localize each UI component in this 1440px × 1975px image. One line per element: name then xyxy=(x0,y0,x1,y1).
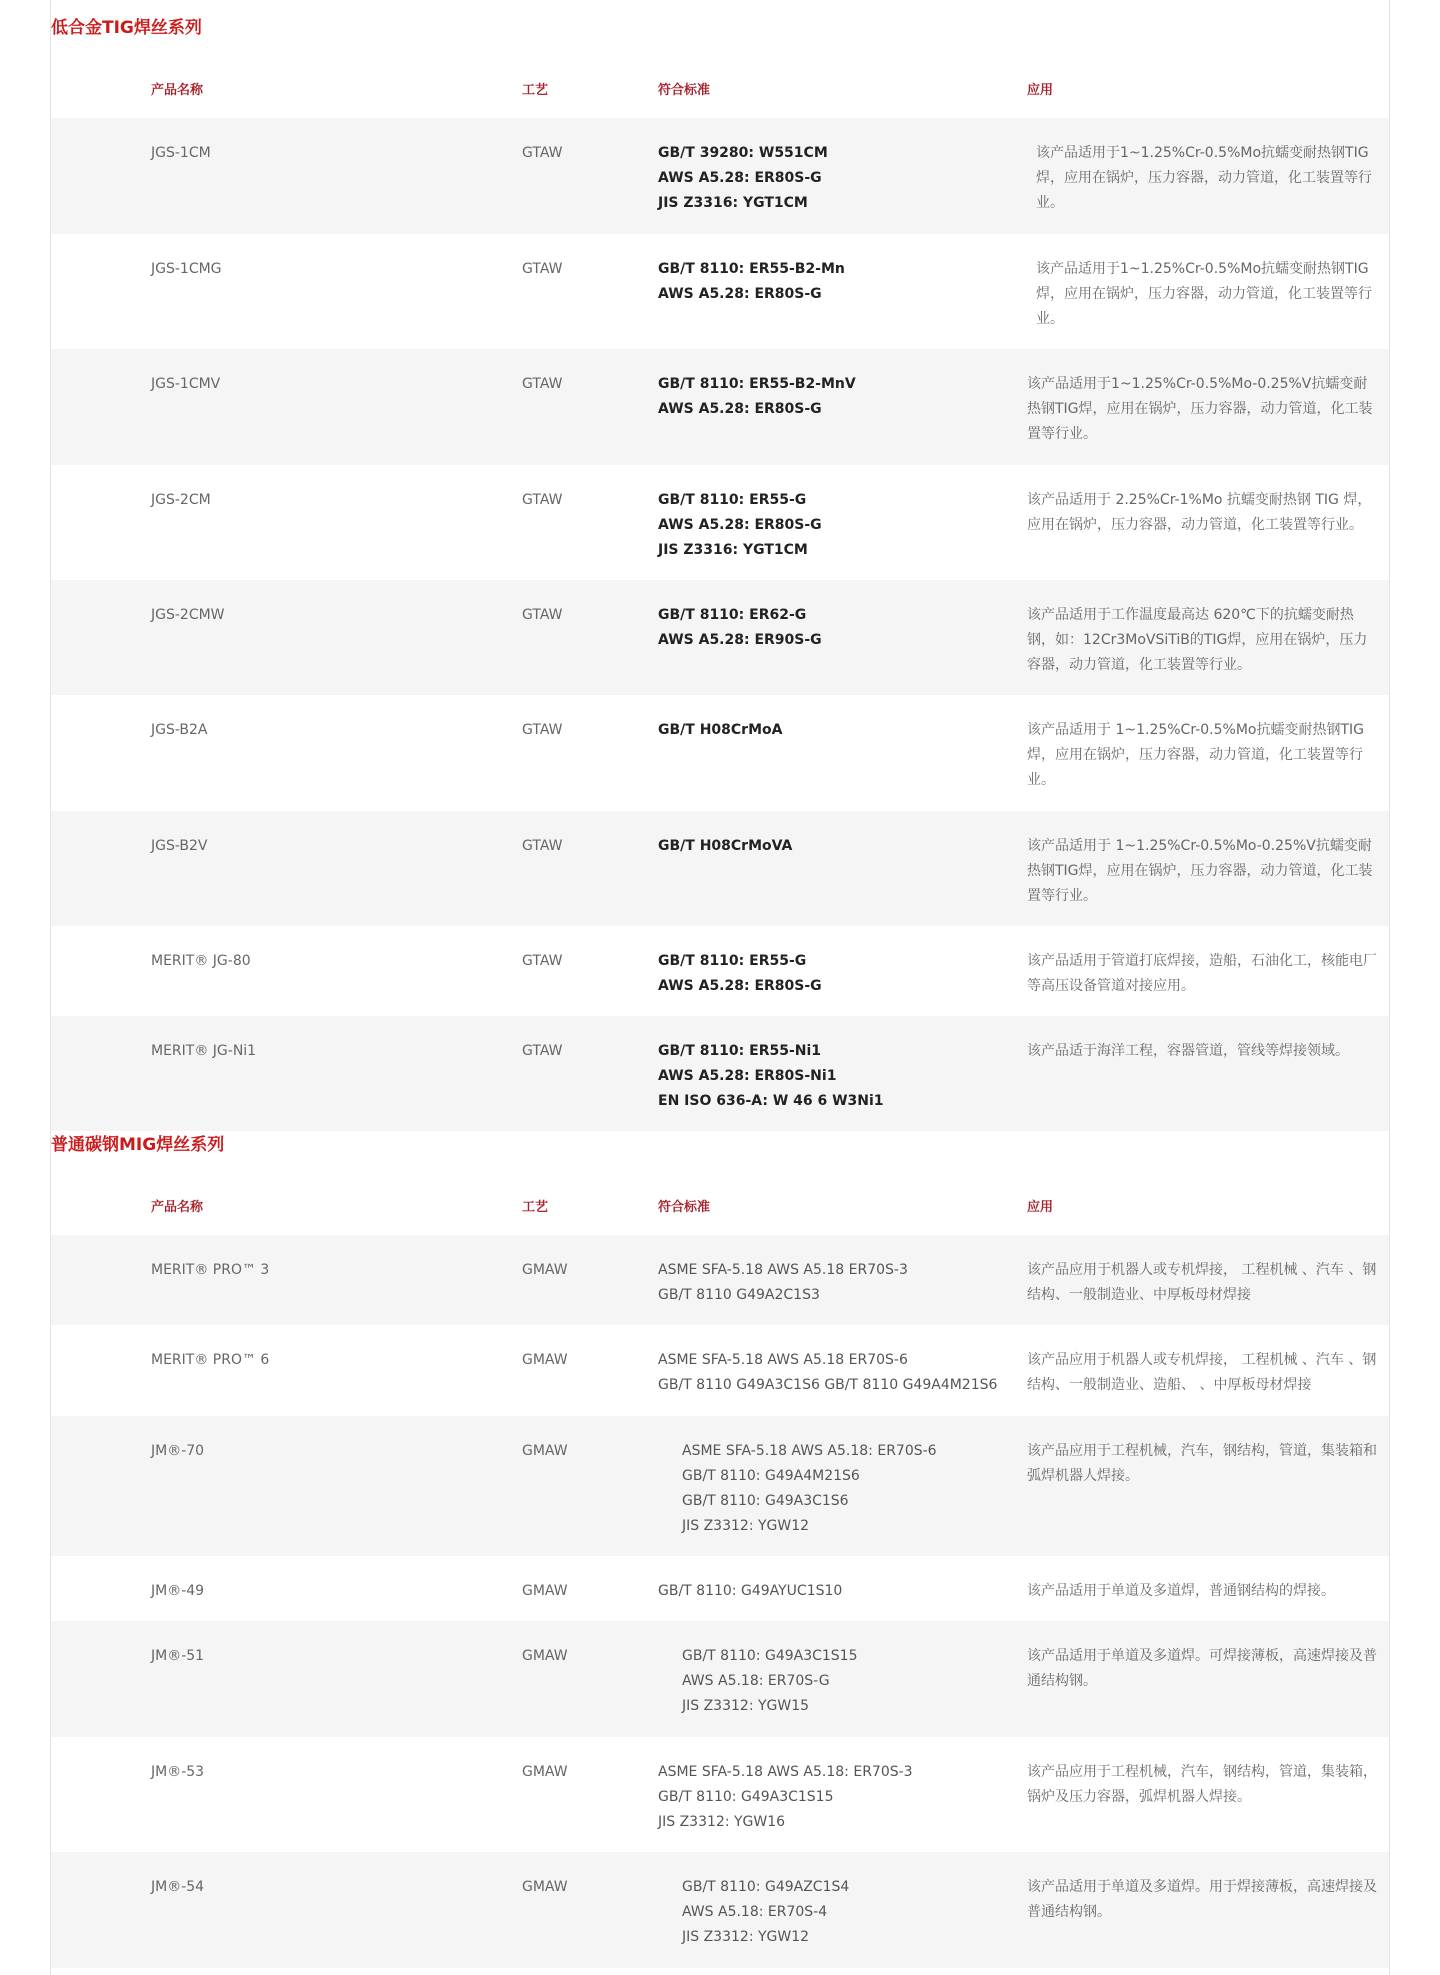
table-row xyxy=(51,1556,1389,1621)
product-name: JGS-1CMG xyxy=(151,261,222,277)
process: GMAW xyxy=(522,1852,658,1968)
process: GTAW xyxy=(522,953,563,969)
product-name: JGS-1CMV xyxy=(151,349,522,465)
standard-line: JIS Z3312: YGW12 xyxy=(682,1518,810,1534)
standard-line: GB/T 8110: G49A3C1S6 xyxy=(682,1493,849,1509)
standards xyxy=(658,1556,1027,1621)
header-process: 工艺 xyxy=(522,1199,549,1215)
standard-line: AWS A5.28: ER90S-G xyxy=(658,632,822,648)
process: GMAW xyxy=(522,1621,658,1737)
standard-line: GB/T 8110: ER55-B2-MnV xyxy=(658,376,856,392)
process: GTAW xyxy=(522,722,563,738)
table-row xyxy=(51,1737,1389,1852)
standards xyxy=(658,1416,1027,1556)
header-application: 应用 xyxy=(1027,1199,1054,1215)
table-row xyxy=(51,580,1389,695)
standard-line: JIS Z3312: YGW16 xyxy=(658,1814,786,1830)
product-name: MERIT® PRO™ 6 xyxy=(151,1352,270,1368)
section-title-mig: 普通碳钢MIG焊丝系列 xyxy=(51,1135,225,1155)
standard-line: AWS A5.18: ER70S-G xyxy=(682,1673,830,1689)
table-row xyxy=(51,1852,1389,1968)
standards xyxy=(658,234,1027,349)
product-name: JGS-B2A xyxy=(151,722,208,738)
standard-line: AWS A5.28: ER80S-G xyxy=(658,978,822,994)
standard-line: GB/T 8110: G49A3C1S15 xyxy=(682,1648,858,1664)
header-product-name: 产品名称 xyxy=(151,1199,204,1215)
standard-line: AWS A5.28: ER80S-G xyxy=(658,401,822,417)
standards xyxy=(658,1621,1027,1737)
process: GMAW xyxy=(522,1583,568,1599)
application: 该产品适用于1~1.25%Cr-0.5%Mo-0.25%V抗蠕变耐热钢TIG焊，应用在锅炉，压力容器，动力管道，化工装置等行业。 xyxy=(1027,349,1389,465)
product-name: JM®-53 xyxy=(151,1764,205,1780)
standards xyxy=(658,1852,1027,1968)
table-row xyxy=(51,926,1389,1016)
process: GTAW xyxy=(522,580,658,695)
standard-line: JIS Z3316: YGT1CM xyxy=(658,542,808,558)
process: GTAW xyxy=(522,118,658,234)
product-name: MERIT® PRO™ 3 xyxy=(151,1235,522,1325)
standard-line: GB/T H08CrMoVA xyxy=(658,838,793,854)
standard-line: GB/T 39280: W551CM xyxy=(658,145,828,161)
standard-line: GB/T 8110: G49A4M21S6 xyxy=(682,1468,860,1484)
standard-line: GB/T 8110: ER62-G xyxy=(658,607,807,623)
process: GTAW xyxy=(522,811,658,926)
application: 该产品应用于工程机械，汽车，钢结构，管道，集装箱，锅炉及压力容器，弧焊机器人焊接。 xyxy=(1027,1764,1377,1805)
standard-line: AWS A5.28: ER80S-G xyxy=(658,517,822,533)
application: 该产品适用于管道打底焊接，造船，石油化工，核能电厂等高压设备管道对接应用。 xyxy=(1027,953,1377,994)
standard-line: GB/T 8110: ER55-G xyxy=(658,492,807,508)
header-product-name: 产品名称 xyxy=(151,82,204,98)
standard-line: GB/T 8110 G49A2C1S3 xyxy=(658,1287,820,1303)
standard-line: ASME SFA-5.18 AWS A5.18: ER70S-6 xyxy=(682,1443,937,1459)
section-title-tig: 低合金TIG焊丝系列 xyxy=(51,18,202,38)
standard-line: GB/T 8110: G49A3C1S15 xyxy=(658,1789,834,1805)
table-row xyxy=(51,118,1389,234)
application: 该产品适用于单道及多道焊。可焊接薄板，高速焊接及普通结构钢。 xyxy=(1027,1621,1389,1737)
application: 该产品适用于 2.25%Cr-1%Mo 抗蠕变耐热钢 TIG 焊，应用在锅炉，压力容器，动力管道，化工装置等行业。 xyxy=(1027,492,1372,533)
standard-line: GB/T 8110: ER55-G xyxy=(658,953,807,969)
application: 该产品适用于工作温度最高达 620℃下的抗蠕变耐热钢，如：12Cr3MoVSiTiB的TIG焊，应用在锅炉，压力容器，动力管道，化工装置等行业。 xyxy=(1027,580,1389,695)
process: GMAW xyxy=(522,1416,658,1556)
standard-line: AWS A5.28: ER80S-G xyxy=(658,286,822,302)
standard-line: JIS Z3312: YGW12 xyxy=(682,1929,810,1945)
product-name: JM®-49 xyxy=(151,1583,205,1599)
product-table-tig xyxy=(51,58,1389,1131)
product-name: MERIT® JG-80 xyxy=(151,953,251,969)
standards xyxy=(658,118,1027,234)
standards xyxy=(658,465,1027,580)
standard-line: GB/T H08CrMoA xyxy=(658,722,783,738)
standard-line: ASME SFA-5.18 AWS A5.18: ER70S-3 xyxy=(658,1764,913,1780)
table-row xyxy=(51,234,1389,349)
product-name: JGS-B2V xyxy=(151,811,522,926)
standards xyxy=(658,811,1027,926)
header-standard: 符合标准 xyxy=(658,82,711,98)
application: 该产品适用于 1~1.25%Cr-0.5%Mo抗蠕变耐热钢TIG焊，应用在锅炉，压力容器，动力管道，化工装置等行业。 xyxy=(1027,722,1364,788)
standard-line: JIS Z3312: YGW15 xyxy=(682,1698,810,1714)
product-name: JGS-2CM xyxy=(151,492,211,508)
table-row xyxy=(51,1325,1389,1416)
product-name: JM®-70 xyxy=(151,1416,522,1556)
header-process: 工艺 xyxy=(522,82,549,98)
standard-line: ASME SFA-5.18 AWS A5.18 ER70S-3 xyxy=(658,1262,908,1278)
standard-line: EN ISO 636-A: W 46 6 W3Ni1 xyxy=(658,1093,884,1109)
application: 该产品应用于机器人或专机焊接， 工程机械 、汽车 、钢结构、一般制造业、中厚板母材焊接 xyxy=(1027,1235,1389,1325)
process: GMAW xyxy=(522,1235,658,1325)
product-name: JGS-2CMW xyxy=(151,580,522,695)
standards xyxy=(658,1325,1027,1416)
standard-line: GB/T 8110: G49AYUC1S10 xyxy=(658,1583,843,1599)
application: 该产品应用于机器人或专机焊接， 工程机械 、汽车 、钢结构、一般制造业、造船、 、中厚板母材焊接 xyxy=(1027,1352,1377,1393)
header-application: 应用 xyxy=(1027,82,1054,98)
standard-line: GB/T 8110: G49AZC1S4 xyxy=(682,1879,850,1895)
standard-line: GB/T 8110: ER55-Ni1 xyxy=(658,1043,822,1059)
product-name: JM®-54 xyxy=(151,1852,522,1968)
standard-line: AWS A5.28: ER80S-G xyxy=(658,170,822,186)
table-row xyxy=(51,1416,1389,1556)
process: GMAW xyxy=(522,1352,568,1368)
application: 该产品适用于1~1.25%Cr-0.5%Mo抗蠕变耐热钢TIG焊，应用在锅炉，压力容器，动力管道，化工装置等行业。 xyxy=(1027,118,1389,234)
application: 该产品应用于工程机械，汽车，钢结构，管道，集装箱和弧焊机器人焊接。 xyxy=(1027,1416,1389,1556)
standard-line: AWS A5.18: ER70S-4 xyxy=(682,1904,828,1920)
process: GTAW xyxy=(522,492,563,508)
standard-line: AWS A5.28: ER80S-Ni1 xyxy=(658,1068,837,1084)
table-row xyxy=(51,1621,1389,1737)
standards xyxy=(658,580,1027,695)
table-row xyxy=(51,1016,1389,1131)
process: GMAW xyxy=(522,1764,568,1780)
standard-line: GB/T 8110 G49A3C1S6 GB/T 8110 G49A4M21S6 xyxy=(658,1377,998,1393)
product-name: JM®-51 xyxy=(151,1621,522,1737)
application: 该产品适用于1~1.25%Cr-0.5%Mo抗蠕变耐热钢TIG焊，应用在锅炉，压力容器，动力管道，化工装置等行业。 xyxy=(1036,261,1372,327)
standard-line: ASME SFA-5.18 AWS A5.18 ER70S-6 xyxy=(658,1352,908,1368)
process: GTAW xyxy=(522,349,658,465)
table-row xyxy=(51,349,1389,465)
standards xyxy=(658,926,1027,1016)
standards xyxy=(658,695,1027,811)
application: 该产品适用于 1~1.25%Cr-0.5%Mo-0.25%V抗蠕变耐热钢TIG焊，应用在锅炉，压力容器，动力管道，化工装置等行业。 xyxy=(1027,811,1389,926)
process: GTAW xyxy=(522,261,563,277)
standards xyxy=(658,1235,1027,1325)
table-row xyxy=(51,811,1389,926)
product-name: MERIT® JG-Ni1 xyxy=(151,1016,522,1131)
standard-line: GB/T 8110: ER55-B2-Mn xyxy=(658,261,845,277)
header-standard: 符合标准 xyxy=(658,1199,711,1215)
application: 该产品适用于单道及多道焊。用于焊接薄板，高速焊接及普通结构钢。 xyxy=(1027,1852,1389,1968)
table-row xyxy=(51,465,1389,580)
standard-line: JIS Z3316: YGT1CM xyxy=(658,195,808,211)
standards xyxy=(658,349,1027,465)
application: 该产品适于海洋工程，容器管道，管线等焊接领域。 xyxy=(1027,1016,1389,1131)
table-row xyxy=(51,1235,1389,1325)
table-row xyxy=(51,695,1389,811)
application: 该产品适用于单道及多道焊，普通钢结构的焊接。 xyxy=(1027,1583,1335,1599)
standards xyxy=(658,1737,1027,1852)
process: GTAW xyxy=(522,1016,658,1131)
product-name: JGS-1CM xyxy=(151,118,522,234)
product-table-mig xyxy=(51,1175,1389,1968)
standards xyxy=(658,1016,1027,1131)
